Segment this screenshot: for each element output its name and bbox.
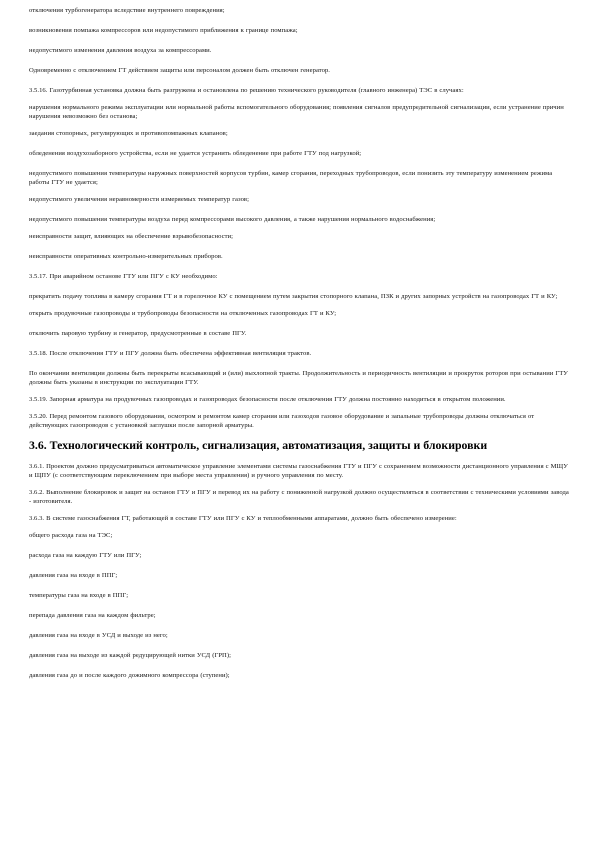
list-item: температуры газа на входе в ППГ; <box>29 591 129 599</box>
paragraph: Одновременно с отключением ГТ действием защиты или персоналом должен быть отключен генератор. <box>29 67 331 74</box>
paragraph: отключения турбогенератора вследствие внутреннего повреждения; <box>29 7 225 14</box>
paragraph: недопустимого увеличения неравномерности измеряемых температур газов; <box>29 196 249 203</box>
paragraph: 3.6.1. Проектом должно предусматриваться автоматическое управление элементами системы газоснабжения ГТУ и ПГУ с сохранением возможности дистанционного управления с МЩУ и ЩПУ (с соответствующим переключением при выборе места управления) и ручного управления по месту. <box>29 462 568 479</box>
paragraph: 3.5.16. Газотурбинная установка должна быть разгружена и остановлена по решению технического руководителя (главного инженера) ТЭС в случаях: <box>29 87 464 94</box>
paragraph: неисправности оперативных контрольно-измерительных приборов. <box>29 253 223 260</box>
paragraph: нарушения нормального режима эксплуатации или нормальной работы вспомогательного оборудования; появления сигналов предупредительной сигнализации, если устранение причин нарушения невозможно без останова; <box>29 104 564 120</box>
paragraph: 3.5.18. После отключения ГТУ и ПГУ должна быть обеспечена эффективная вентиляция трактов. <box>29 350 312 357</box>
paragraph: По окончании вентиляции должны быть перекрыты всасывающий и (или) выхлопной тракты. Продолжительность и периодичность вентиляции и прокруток роторов при остывании ГТУ должны быть указаны в инструкции по эксплуатации ГТУ. <box>29 370 569 386</box>
paragraph: отключить паровую турбину и генератор, предусмотренные в составе ПГУ. <box>29 330 247 337</box>
paragraph: недопустимого повышения температуры наружных поверхностей корпусов турбин, камер сгорания, переходных трубопроводов, если понизить эту температуру изменением режима работы ГТУ не удается; <box>29 170 553 186</box>
paragraph: заедания стопорных, регулирующих и противопомпажных клапанов; <box>29 130 228 137</box>
paragraph: обледенения воздухозаборного устройства, если не удается устранить обледенение при работе ГТУ под нагрузкой; <box>29 150 362 157</box>
paragraph: прекратить подачу топлива в камеру сгорания ГТ и в горелочное КУ с помещением путем закрытия стопорного клапана, ПЗК и других запорных устройств на газопроводах ГТ и КУ; <box>29 293 558 300</box>
paragraph: неисправности защит, влияющих на обеспечение взрывобезопасности; <box>29 233 233 240</box>
list-item: давления газа на входе в УСД и выходе из него; <box>29 631 168 639</box>
list-item: перепада давления газа на каждом фильтре; <box>29 611 156 619</box>
paragraph: 3.6.3. В системе газоснабжения ГТ, работающей в составе ГТУ или ПГУ с КУ и теплообменными аппаратами, должно быть обеспечено измерение: <box>29 514 457 522</box>
paragraph: 3.5.19. Запорная арматура на продувочных газопроводах и газопроводах безопасности после отключения ГТУ должна постоянно находиться в открытом положении. <box>29 396 506 403</box>
list-item: расхода газа на каждую ГТУ или ПГУ; <box>29 551 142 559</box>
list-item: общего расхода газа на ТЭС; <box>29 531 113 539</box>
paragraph: 3.5.20. Перед ремонтом газового оборудования, осмотром и ремонтом камер сгорания или газоходов газовое оборудование и запальные трубопроводы должны отключаться от действующих газопроводов с установкой заглушки после запорной арматуры. <box>29 413 535 429</box>
paragraph: недопустимого изменения давления воздуха за компрессорами. <box>29 47 212 54</box>
paragraph: открыть продувочные газопроводы и трубопроводы безопасности на отключенных газопроводах ГТ и КУ; <box>29 310 337 317</box>
list-item: давления газа на входе в ППГ; <box>29 571 118 579</box>
list-item: давления газа на выходе из каждой редуцирующей нитки УСД (ГРП); <box>29 651 231 659</box>
paragraph: недопустимого повышения температуры воздуха перед компрессорами высокого давления, а также нарушения нормального водоснабжения; <box>29 216 436 223</box>
list-item: давления газа до и после каждого дожимного компрессора (ступени); <box>29 671 230 679</box>
paragraph: 3.6.2. Выполнение блокировок и защит на останов ГТУ и ПГУ и перевод их на работу с пониженной нагрузкой должно осуществляться в соответствии с техническими условиями завода - изготовителя. <box>29 488 569 505</box>
paragraph: 3.5.17. При аварийном останове ГТУ или ПГУ с КУ необходимо: <box>29 273 218 280</box>
section-heading: 3.6. Технологический контроль, сигнализация, автоматизация, защиты и блокировки <box>29 438 488 452</box>
paragraph: возникновения помпажа компрессоров или недопустимого приближения к границе помпажа; <box>29 27 298 34</box>
